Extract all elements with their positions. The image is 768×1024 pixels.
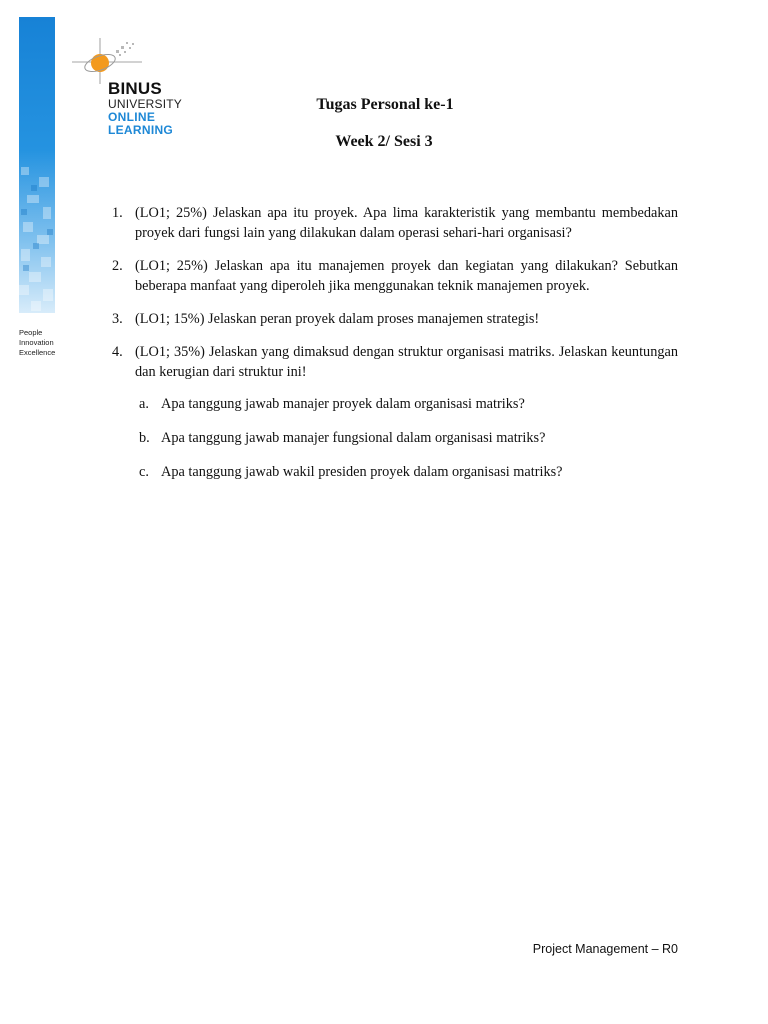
strip-pattern [19,17,55,313]
question-number: 4. [112,344,123,360]
question-list [110,203,678,496]
sub-question-item [135,462,678,482]
sub-question-text: Apa tanggung jawab manajer fungsional dalam organisasi matriks? [161,430,546,446]
tagline [19,328,55,358]
logo-learning-text: LEARNING [108,123,174,137]
question-item [110,342,678,482]
logo-university-text: UNIVERSITY [108,97,183,111]
sub-question-letter: c. [139,464,149,480]
sub-question-letter: b. [139,430,150,446]
question-number: 1. [112,205,123,221]
side-decoration-strip [19,17,55,313]
sub-question-item [135,394,678,414]
question-text: (LO1; 15%) Jelaskan peran proyek dalam proses manajemen strategis! [135,311,540,327]
question-number: 2. [112,258,123,274]
document-subtitle: Week 2/ Sesi 3 [335,133,433,150]
logo-binus-text: BINUS [108,79,162,98]
binus-logo [72,36,192,146]
sub-question-letter: a. [139,396,149,412]
tagline-innovation: Innovation [19,338,54,347]
logo-online-text: ONLINE [108,110,156,124]
question-number: 3. [112,311,123,327]
question-text: (LO1; 25%) Jelaskan apa itu manajemen proyek dan kegiatan yang dilakukan? Sebutkan beberapa manfaat yang diperoleh jika menggunakan teknik manajemen proyek. [135,258,678,294]
tagline-people: People [19,328,43,337]
sub-question-text: Apa tanggung jawab wakil presiden proyek dalam organisasi matriks? [161,464,563,480]
sub-question-text: Apa tanggung jawab manajer proyek dalam organisasi matriks? [161,396,525,412]
question-item [110,203,678,243]
question-text: (LO1; 35%) Jelaskan yang dimaksud dengan struktur organisasi matriks. Jelaskan keuntungan dan kerugian dari struktur ini! [135,344,678,380]
sub-question-item [135,428,678,448]
question-item [110,256,678,296]
page-footer: Project Management – R0 [532,942,678,956]
sub-question-list [135,394,678,482]
question-item [110,309,678,329]
document-title: Tugas Personal ke-1 [316,96,454,113]
question-text: (LO1; 25%) Jelaskan apa itu proyek. Apa lima karakteristik yang membantu membedakan proyek dari fungsi lain yang dilakukan dalam operasi sehari-hari organisasi? [135,205,678,241]
tagline-excellence: Excellence [19,348,56,357]
